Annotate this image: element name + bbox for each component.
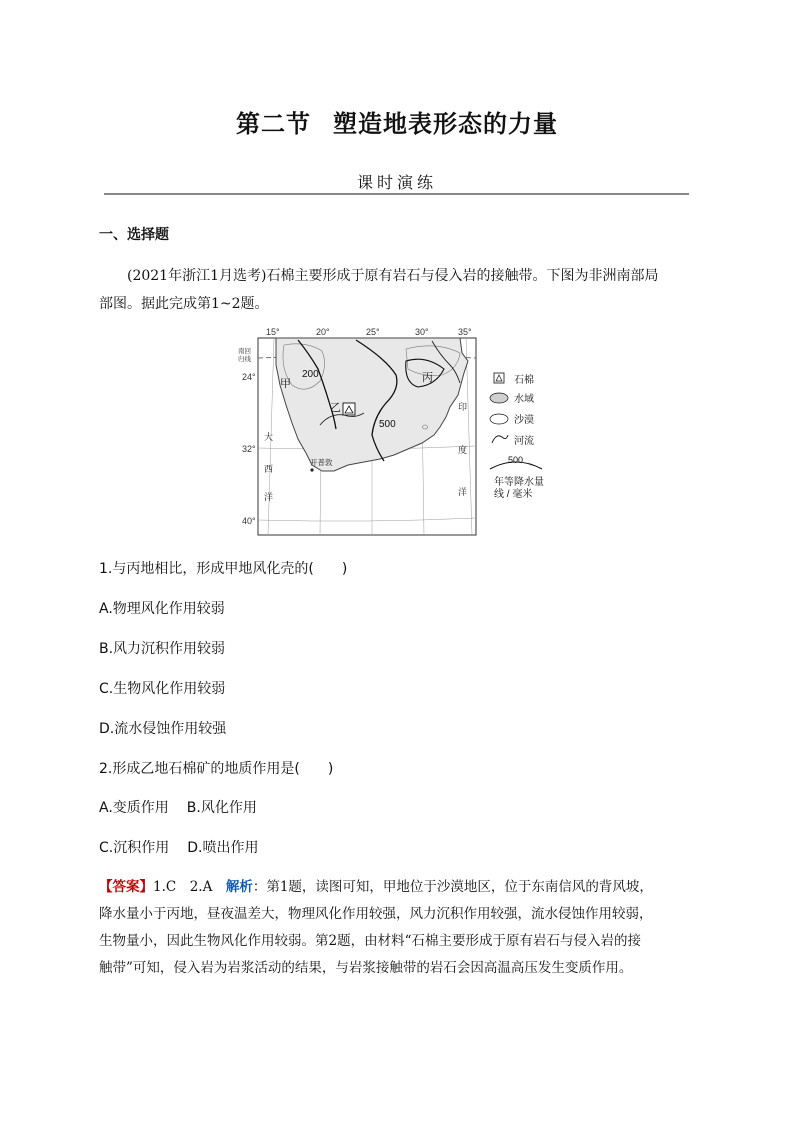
question-1-option-d[interactable]: D.流水侵蚀作用较强	[99, 721, 227, 737]
city-label: 开普敦	[310, 458, 333, 467]
question-2-option-d[interactable]: D.喷出作用	[187, 840, 259, 856]
question-2-options-row-2	[99, 837, 258, 857]
question-1-stem: 1.与丙地相比，形成甲地风化壳的( )	[99, 561, 348, 577]
lon-label-20: 20°	[316, 327, 330, 337]
lat-label-32: 32°	[242, 444, 256, 454]
contour-label-200: 200	[302, 369, 319, 380]
analysis-text-1: ：第1题，读图可知，甲地位于沙漠地区，位于东南信风的背风坡，	[252, 879, 653, 895]
legend-desert-label: 沙漠	[514, 415, 534, 426]
lon-label-30: 30°	[415, 327, 429, 337]
ocean-atlantic-3: 洋	[264, 492, 274, 502]
southern-africa-map	[236, 325, 566, 540]
contour-label-500: 500	[379, 419, 396, 430]
place-bing: 丙	[422, 372, 433, 384]
question-2-option-c[interactable]: C.沉积作用	[99, 840, 170, 856]
analysis-text-3: 生物量小，因此生物风化作用较弱。第2题，由材料“石棉主要形成于原有岩石与侵入岩的接	[99, 933, 641, 949]
legend-river-label: 河流	[514, 436, 534, 447]
ocean-atlantic-1: 大	[264, 432, 274, 442]
lat-label-40: 40°	[242, 516, 256, 526]
legend-desert-icon	[490, 414, 508, 424]
legend-water-label: 水域	[514, 394, 534, 405]
question-1-option-b[interactable]: B.风力沉积作用较弱	[99, 641, 226, 657]
question-1-option-a[interactable]: A.物理风化作用较弱	[99, 601, 225, 617]
tropic-label-1: 南回	[238, 348, 251, 355]
intro-line-1: (2021年浙江1月选考)石棉主要形成于原有岩石与侵入岩的接触带。下图为非洲南部局	[127, 268, 659, 284]
ocean-atlantic-2: 西	[264, 464, 274, 474]
page-subtitle: 课时演练	[356, 173, 437, 192]
page-title	[0, 104, 794, 139]
answer-tag: 【答案】	[99, 879, 153, 895]
ocean-indian-3: 洋	[458, 487, 468, 497]
answer-block	[99, 874, 699, 982]
lon-label-15: 15°	[266, 327, 280, 337]
legend-river-icon	[492, 435, 508, 443]
analysis-tag: 解析	[225, 879, 253, 895]
lat-label-24: 24°	[242, 372, 256, 382]
legend-isohyet-line1: 年等降水量	[494, 477, 544, 488]
lon-label-25: 25°	[366, 327, 380, 337]
title-divider	[104, 193, 689, 195]
answer-keys: 1.C 2.A	[153, 879, 226, 895]
question-intro	[99, 262, 699, 318]
question-2-option-b[interactable]: B.风化作用	[186, 800, 257, 816]
intro-line-2: 部图。据此完成第1~2题。	[99, 296, 269, 312]
ocean-indian-1: 印	[458, 402, 468, 412]
question-2-option-a[interactable]: A.变质作用	[99, 800, 169, 816]
title-section-number: 第二节	[236, 109, 311, 138]
legend-asbestos-label: 石棉	[514, 375, 534, 386]
section-heading: 一、选择题	[99, 227, 169, 243]
tropic-label-2: 归线	[238, 356, 251, 363]
city-marker	[310, 468, 313, 471]
legend-water-icon	[490, 393, 508, 403]
answer-line-1	[99, 874, 699, 901]
question-2-options-row-1	[99, 797, 257, 817]
question-2-stem: 2.形成乙地石棉矿的地质作用是( )	[99, 761, 334, 777]
place-yi: 乙	[330, 402, 341, 414]
legend-isohyet-value: 500	[508, 455, 524, 465]
question-1-option-c[interactable]: C.生物风化作用较弱	[99, 681, 226, 697]
place-jia: 甲	[280, 378, 291, 390]
title-topic: 塑造地表形态的力量	[333, 109, 558, 138]
analysis-text-2: 降水量小于丙地，昼夜温差大，物理风化作用较强，风力沉积作用较强，流水侵蚀作用较弱，	[99, 906, 653, 922]
ocean-indian-2: 度	[458, 445, 468, 455]
legend-isohyet-line2: 线 / 毫米	[494, 489, 533, 500]
lon-label-35: 35°	[458, 327, 472, 337]
analysis-text-4: 触带”可知，侵入岩为岩浆活动的结果，与岩浆接触带的岩石会因高温高压发生变质作用。	[99, 960, 633, 976]
